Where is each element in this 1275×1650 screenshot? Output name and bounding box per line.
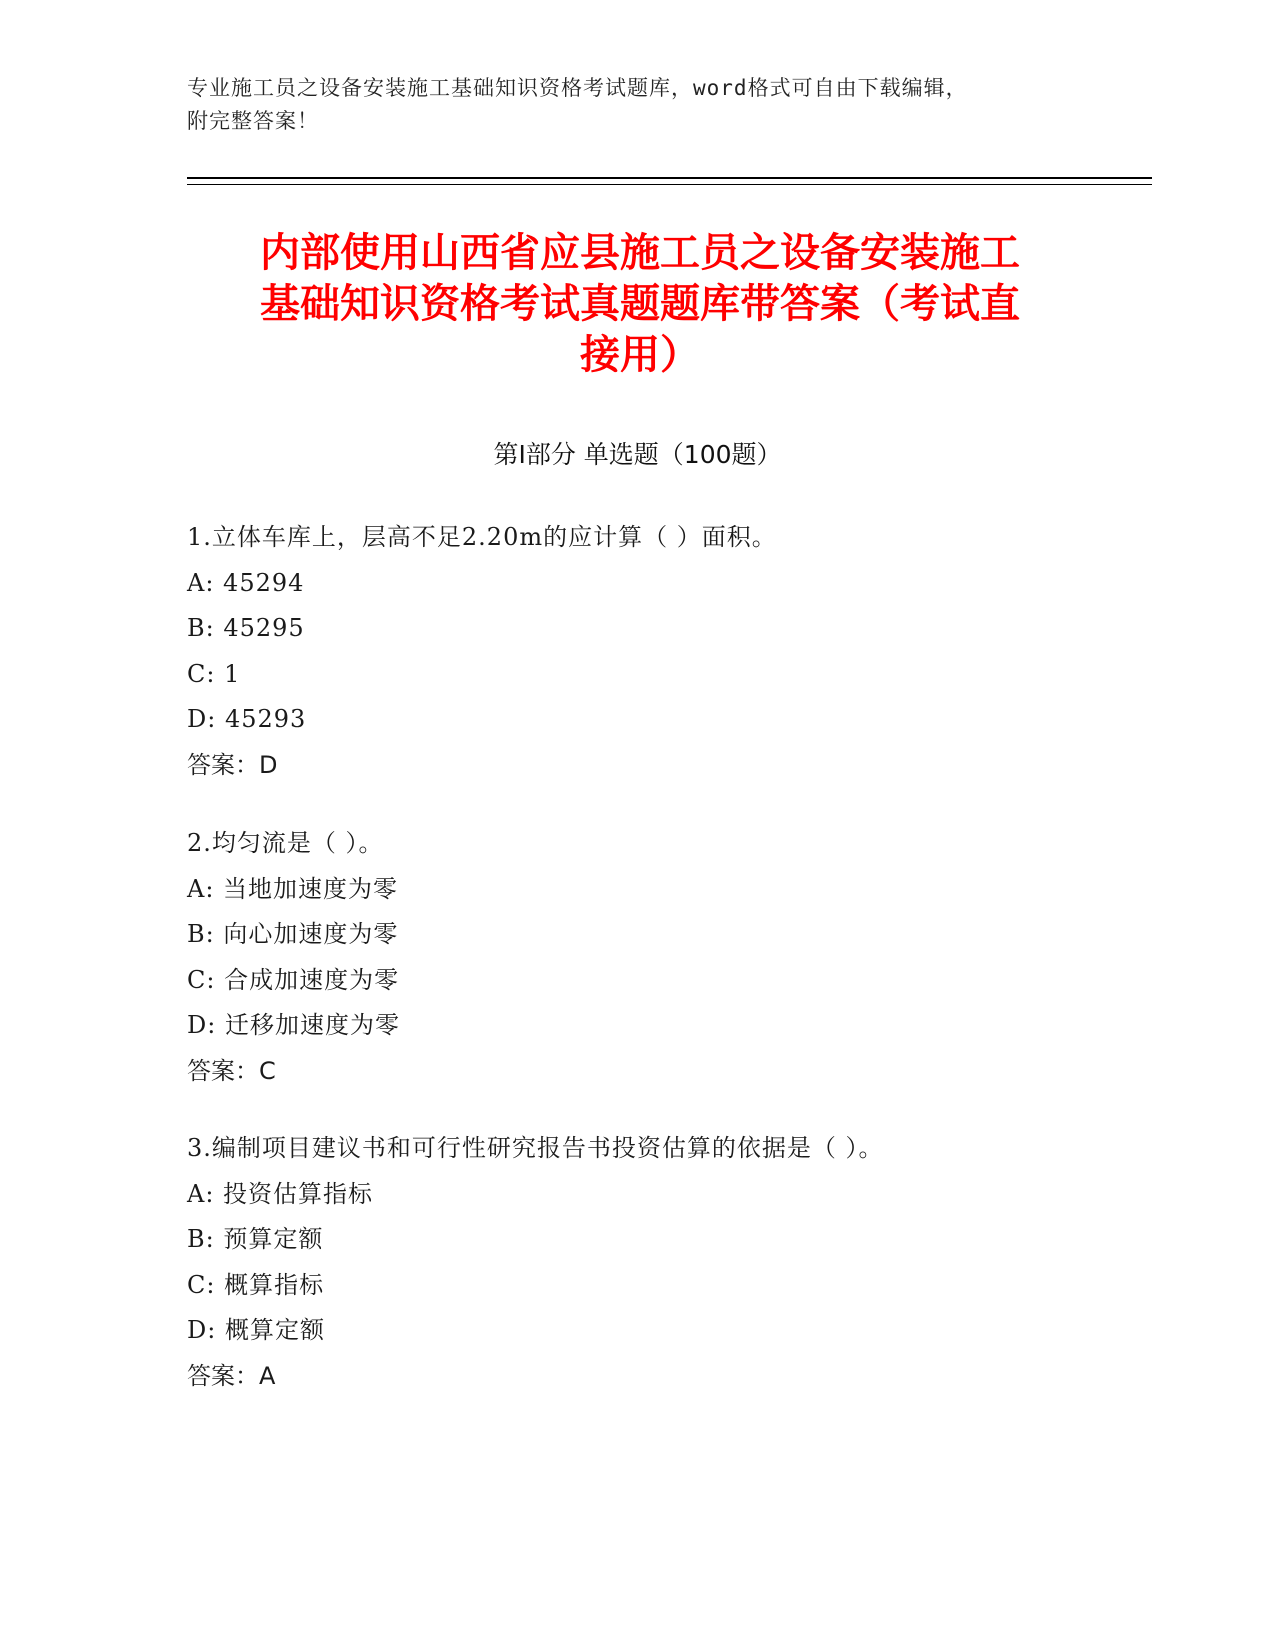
option-c: C: 概算指标 (187, 1270, 325, 1299)
option-b: B: 45295 (187, 614, 305, 642)
option-d: D: 45293 (187, 705, 307, 733)
option-a: A: 当地加速度为零 (187, 874, 399, 903)
header-note-line-1: 专业施工员之设备安装施工基础知识资格考试题库，word格式可自由下载编辑， (187, 76, 968, 100)
option-c: C: 1 (187, 659, 241, 688)
question-stem: 3.编制项目建议书和可行性研究报告书投资估算的依据是（ ）。 (187, 1134, 884, 1162)
answer-line: 答案：D (187, 750, 278, 779)
document-title-line-2: 基础知识资格考试真题题库带答案（考试直 (260, 281, 1020, 327)
option-a: A: 投资估算指标 (187, 1179, 374, 1208)
header-note-line-2: 附完整答案！ (187, 109, 319, 133)
answer-line: 答案：A (187, 1361, 276, 1390)
section-heading: 第Ⅰ部分 单选题（100题） (493, 440, 782, 469)
option-a: A: 45294 (187, 568, 305, 597)
option-b: B: 向心加速度为零 (187, 920, 399, 948)
document-title (190, 228, 1090, 381)
question-2 (187, 821, 1087, 1094)
document-title-line-3: 接用） (580, 332, 700, 378)
question-stem: 1.立体车库上，层高不足2.20m的应计算（ ）面积。 (187, 523, 777, 551)
option-b: B: 预算定额 (187, 1225, 324, 1253)
document-title-line-1: 内部使用山西省应县施工员之设备安装施工 (260, 230, 1020, 276)
option-c: C: 合成加速度为零 (187, 965, 400, 994)
answer-line: 答案：C (187, 1056, 276, 1085)
header-divider-thick (187, 177, 1152, 179)
option-d: D: 迁移加速度为零 (187, 1011, 400, 1039)
header-divider-thin (187, 184, 1152, 185)
question-3 (187, 1126, 1087, 1399)
header-note (187, 72, 1087, 138)
question-stem: 2.均匀流是（ ）。 (187, 829, 384, 857)
option-d: D: 概算定额 (187, 1316, 325, 1344)
question-1 (187, 515, 1087, 788)
